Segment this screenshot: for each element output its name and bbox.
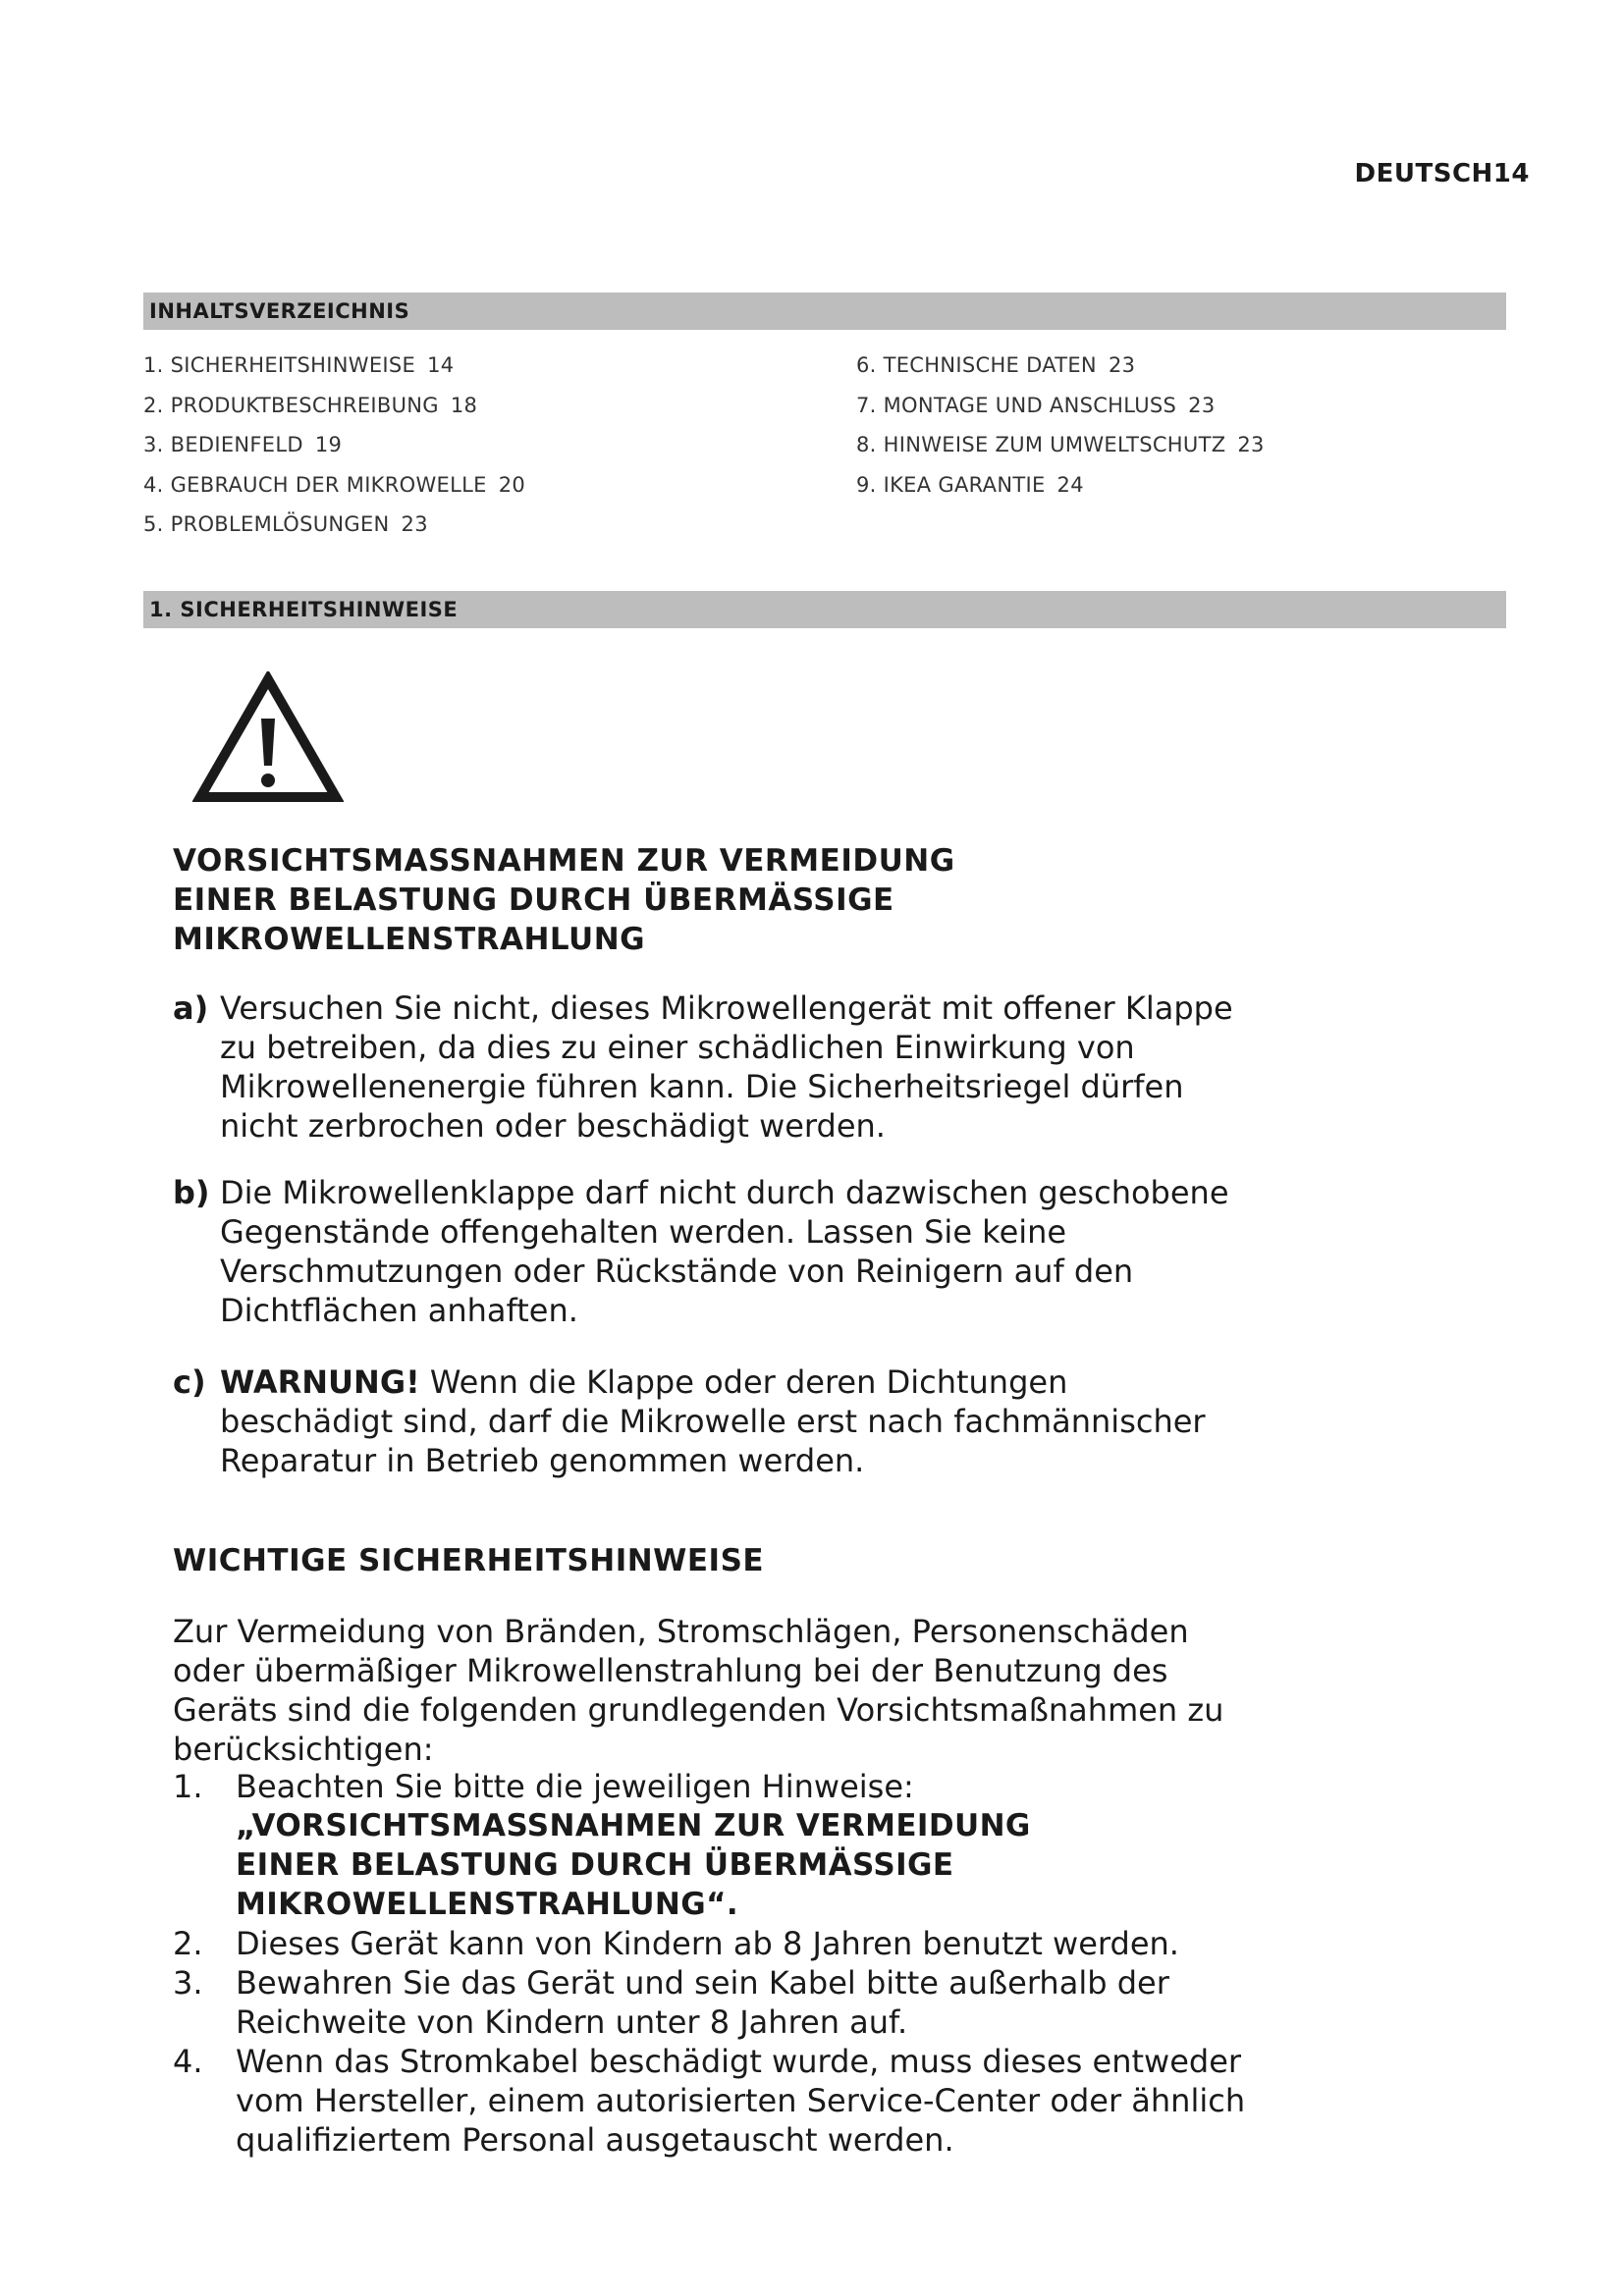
text-line: oder übermäßiger Mikrowellenstrahlung bei der Benutzung des [173,1652,1168,1689]
toc-item-page: 19 [314,433,343,456]
text-line: vom Hersteller, einem autorisierten Service-Center oder ähnlich [236,2082,1246,2119]
toc-item-label: 1. SICHERHEITSHINWEISE [143,353,416,377]
text-line: Geräts sind die folgenden grundlegenden Vorsichtsmaßnahmen zu [173,1691,1224,1729]
precaution-item-body [173,988,1312,1146]
precautions-heading [173,841,1312,959]
precaution-item-body [173,1362,1312,1480]
safety-section-bar: 1. SICHERHEITSHINWEISE [143,591,1506,628]
text-line: Beachten Sie bitte die jeweiligen Hinweise: [236,1768,914,1805]
warning-triangle-icon [192,671,344,803]
list-number: 4. [173,2043,203,2080]
list-number: 1. [173,1768,203,1805]
toc-column-left [143,346,525,545]
safety-list [173,1767,1351,2160]
precaution-item-a [173,988,1312,1146]
list-item [173,1963,1351,2042]
text-line: nicht zerbrochen oder beschädigt werden. [220,1107,886,1145]
text-line: Gegenstände offengehalten werden. Lassen Sie keine [220,1213,1067,1251]
toc-item [143,465,525,506]
page-header-language: DEUTSCH14 [1354,159,1530,188]
text-line: zu betreiben, da dies zu einer schädlichen Einwirkung von [220,1029,1135,1066]
text-line: Die Mikrowellenklappe darf nicht durch dazwischen geschobene [220,1174,1229,1211]
text-line: Wenn das Stromkabel beschädigt wurde, muss dieses entweder [236,2043,1242,2080]
item-marker: b) [173,1174,210,1211]
list-item [173,1924,1351,1963]
toc-item-label: 3. BEDIENFELD [143,433,303,456]
precaution-item-body [173,1173,1312,1330]
toc-item-page: 23 [1237,433,1265,456]
item-marker: c) [173,1363,206,1401]
toc-item [143,346,525,386]
toc-item [143,386,525,426]
quote-line: EINER BELASTUNG DURCH ÜBERMÄSSIGE [236,1847,954,1883]
toc-item-label: 9. IKEA GARANTIE [856,472,1046,497]
text-line: Reichweite von Kindern unter 8 Jahren auf. [236,2003,908,2041]
toc-item-label: 7. MONTAGE UND ANSCHLUSS [856,393,1177,417]
toc-item-label: 6. TECHNISCHE DATEN [856,353,1097,377]
toc-item-page: 20 [498,472,526,497]
list-number: 2. [173,1925,203,1962]
toc-item [856,465,1265,506]
toc-item [856,425,1265,465]
text-line: Dieses Gerät kann von Kindern ab 8 Jahren benutzt werden. [236,1925,1179,1962]
toc-item [856,346,1265,386]
toc-item [143,505,525,545]
heading-line: EINER BELASTUNG DURCH ÜBERMÄSSIGE [173,882,894,918]
precaution-item-b [173,1173,1312,1330]
text-line: berücksichtigen: [173,1731,434,1768]
list-item [173,1767,1351,1924]
quote-line: „VORSICHTSMASSNAHMEN ZUR VERMEIDUNG [236,1808,1031,1843]
text-line: Verschmutzungen oder Rückstände von Reinigern auf den [220,1253,1134,1290]
list-number: 3. [173,1964,203,2002]
text-line: Bewahren Sie das Gerät und sein Kabel bitte außerhalb der [236,1964,1169,2002]
toc-item-page: 23 [1108,353,1136,377]
text-line: Mikrowellenenergie führen kann. Die Sicherheitsriegel dürfen [220,1068,1184,1105]
toc-item-page: 18 [450,393,478,417]
intro-paragraph [173,1612,1351,1769]
text-fragment: Wenn die Klappe oder deren Dichtungen [419,1363,1068,1401]
heading-line: MIKROWELLENSTRAHLUNG [173,922,646,957]
text-line: Zur Vermeidung von Bränden, Stromschlägen, Personenschäden [173,1613,1189,1650]
toc-item-label: 2. PRODUKTBESCHREIBUNG [143,393,439,417]
toc-column-right [856,346,1265,505]
toc-item-page: 23 [401,512,428,536]
text-line: beschädigt sind, darf die Mikrowelle erst nach fachmännischer [220,1403,1206,1440]
text-line: qualifiziertem Personal ausgetauscht werden. [236,2121,954,2159]
toc-item-label: 5. PROBLEMLÖSUNGEN [143,512,390,536]
important-safety-heading: WICHTIGE SICHERHEITSHINWEISE [173,1543,765,1578]
toc-item-page: 23 [1188,393,1216,417]
toc-item [143,425,525,465]
text-line: Versuchen Sie nicht, dieses Mikrowellengerät mit offener Klappe [220,989,1233,1027]
toc-item-label: 4. GEBRAUCH DER MIKROWELLE [143,472,487,497]
toc-item [856,386,1265,426]
toc-item-page: 24 [1056,472,1084,497]
list-item [173,2042,1351,2160]
quote-line: MIKROWELLENSTRAHLUNG“. [236,1887,739,1922]
text-line: Dichtflächen anhaften. [220,1292,578,1329]
toc-item-label: 8. HINWEISE ZUM UMWELTSCHUTZ [856,433,1226,456]
toc-section-bar: INHALTSVERZEICHNIS [143,293,1506,330]
toc-item-page: 14 [427,353,455,377]
text-line: Reparatur in Betrieb genommen werden. [220,1442,865,1479]
warning-label: WARNUNG! [220,1363,420,1401]
text-line [220,1362,1312,1402]
item-marker: a) [173,989,209,1027]
precaution-item-c [173,1362,1312,1480]
heading-line: VORSICHTSMASSNAHMEN ZUR VERMEIDUNG [173,843,955,879]
